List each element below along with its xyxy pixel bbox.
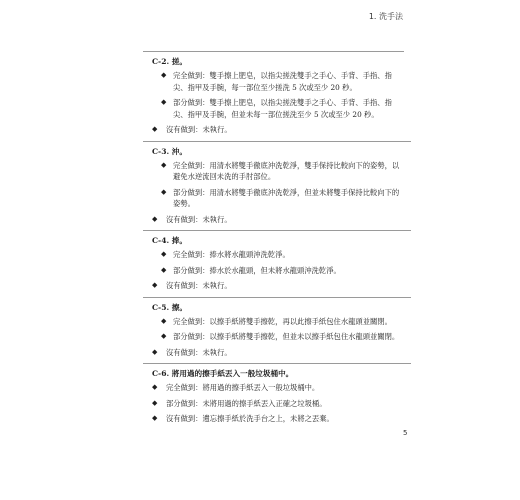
diamond-bullet-icon: ◆ [161, 265, 167, 274]
criteria-text: 部分做到：未將用過的擦手紙丟入正確之垃圾桶。 [166, 398, 327, 408]
section-6 [152, 368, 402, 425]
header-rule [143, 51, 404, 52]
section-divider [143, 297, 411, 298]
diamond-bullet-icon: ◆ [161, 250, 167, 258]
section-title: C-6. 將用過的擦手紙丟入一般垃圾桶中。 [152, 369, 294, 378]
section-3 [152, 146, 402, 232]
criteria-text: 部分做到：以擦手紙將雙手擦乾，但並未以擦手紙包住水龍頭並關閉。 [173, 332, 400, 341]
section-divider [143, 141, 411, 142]
criteria-text: 完全做到：用清水將雙手徹底沖洗乾淨，雙手保持比較向下的姿勢，以避免水逆流回未洗的手肘部位。 [173, 160, 400, 181]
diamond-bullet-icon: ◆ [152, 214, 158, 223]
criteria-item [152, 398, 402, 410]
criteria-item [152, 413, 402, 425]
criteria-text: 完全做到：以擦手紙將雙手擦乾，再以此擦手紙包住水龍頭並關閉。 [173, 316, 392, 326]
criteria-text: 沒有做到：未執行。 [166, 125, 232, 134]
criteria-item [161, 160, 402, 183]
criteria-item [161, 265, 402, 277]
criteria-item [152, 280, 402, 292]
page-number: 5 [403, 429, 408, 437]
diamond-bullet-icon: ◆ [152, 281, 158, 289]
section-divider [143, 230, 411, 231]
section-title: C-4. 捧。 [152, 236, 187, 245]
section-5 [152, 302, 402, 365]
criteria-text: 部分做到：捧水於水龍頭，但未將水龍頭沖洗乾淨。 [173, 265, 341, 275]
criteria-item [161, 316, 402, 328]
criteria-item [161, 97, 402, 120]
diamond-bullet-icon: ◆ [152, 414, 158, 422]
diamond-bullet-icon: ◆ [161, 316, 167, 325]
criteria-item [152, 382, 402, 394]
criteria-item [152, 124, 402, 136]
diamond-bullet-icon: ◆ [161, 332, 167, 340]
diamond-bullet-icon: ◆ [161, 98, 167, 106]
criteria-text: 完全做到：將用過的擦手紙丟入一般垃圾桶中。 [166, 383, 320, 392]
section-title: C-2. 搓。 [152, 57, 187, 66]
diamond-bullet-icon: ◆ [161, 71, 167, 79]
diamond-bullet-icon: ◆ [152, 125, 158, 133]
diamond-bullet-icon: ◆ [161, 160, 167, 169]
criteria-text: 完全做到：捧水將水龍頭沖洗乾淨。 [173, 250, 290, 259]
criteria-item [161, 249, 402, 261]
running-header: 1. 洗手法 [368, 12, 403, 21]
diamond-bullet-icon: ◆ [152, 383, 158, 391]
criteria-text: 部分做到：用清水將雙手徹底沖洗乾淨，但並未將雙手保持比較向下的姿勢。 [173, 187, 400, 208]
diamond-bullet-icon: ◆ [152, 347, 158, 356]
diamond-bullet-icon: ◆ [152, 398, 158, 407]
criteria-text: 沒有做到：未執行。 [166, 214, 232, 224]
criteria-item [152, 214, 402, 226]
criteria-item [161, 187, 402, 210]
criteria-item [161, 331, 402, 343]
criteria-item [161, 70, 402, 93]
section-title: C-5. 擦。 [152, 302, 187, 312]
document-body [152, 56, 402, 429]
criteria-item [152, 347, 402, 359]
section-2 [152, 56, 402, 142]
section-4 [152, 235, 402, 298]
criteria-text: 沒有做到：未執行。 [166, 281, 232, 290]
criteria-text: 部分做到：雙手擦上肥皂，以指尖搓洗雙手之手心、手背、手指、指尖、指甲及手腕，但並未每一部位搓洗至少 5 次或至少 20 秒。 [173, 98, 392, 119]
criteria-text: 沒有做到：遺忘擦手紙於洗手台之上，未將之丟棄。 [166, 414, 334, 423]
diamond-bullet-icon: ◆ [161, 187, 167, 196]
section-divider [143, 363, 411, 364]
section-title: C-3. 沖。 [152, 146, 187, 156]
criteria-text: 沒有做到：未執行。 [166, 347, 232, 357]
criteria-text: 完全做到：雙手擦上肥皂，以指尖搓洗雙手之手心、手背、手指、指尖、指甲及手腕，每一部位至少搓洗 5 次或至少 20 秒。 [173, 71, 392, 92]
